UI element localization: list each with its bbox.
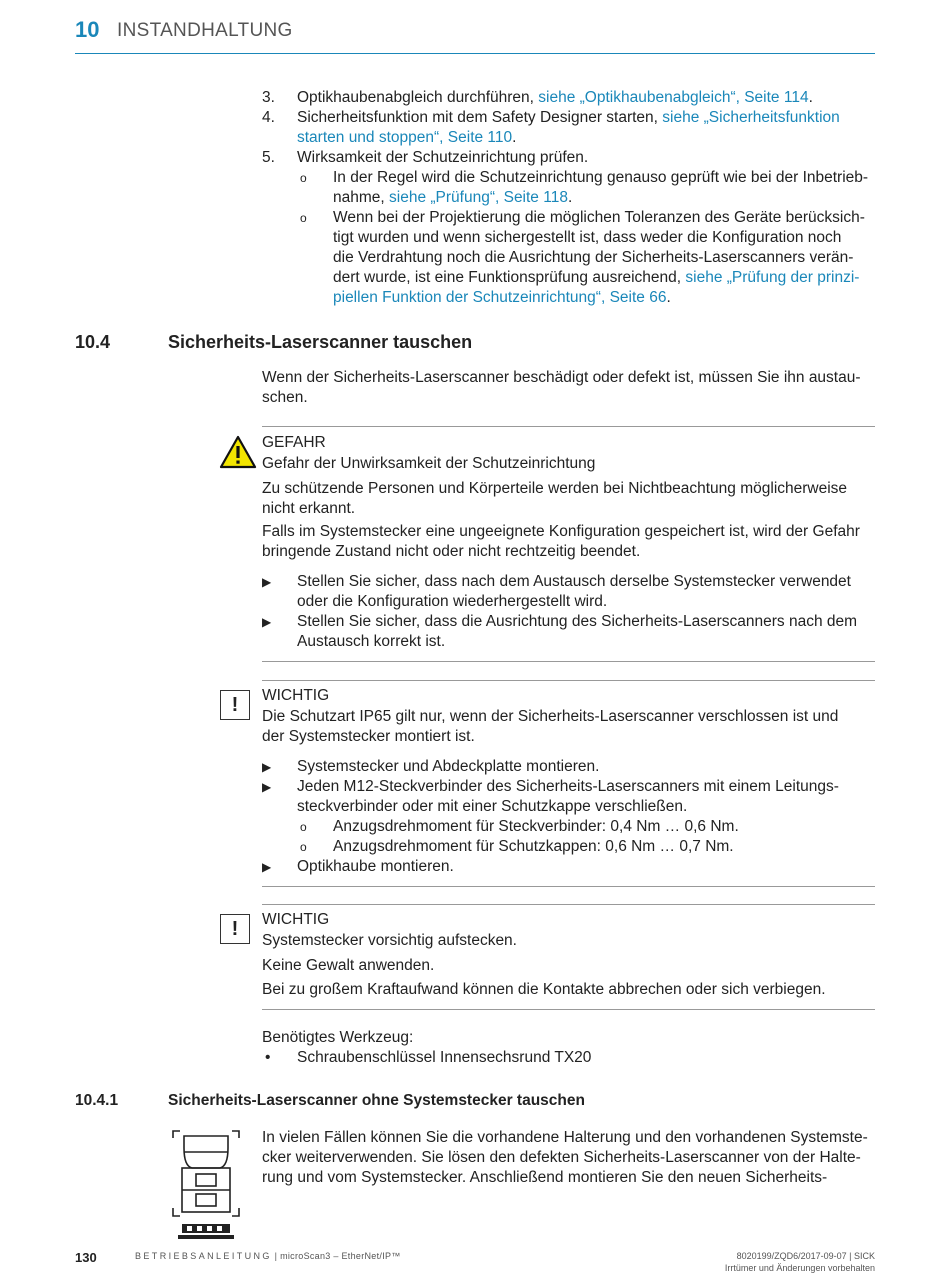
paragraph-text: rung und vom Systemstecker. Anschließend montieren Sie den neuen Sicherheits- (262, 1169, 828, 1186)
note1-action-2 (262, 777, 877, 817)
step5-subitem-2 (298, 208, 878, 308)
punctuation: . (512, 129, 517, 146)
danger-bottom-rule (262, 661, 875, 662)
step-5 (262, 148, 877, 168)
arrow-icon: ▶ (262, 860, 272, 874)
note1-bottom-rule (262, 886, 875, 887)
action-text: Jeden M12-Steckverbinder des Sicherheits-Laserscanners mit einem Leitungs- (297, 778, 839, 795)
step-4 (262, 108, 877, 148)
footer-doc-product: | microScan3 – EtherNet/IP™ (271, 1251, 401, 1261)
paragraph-text: cker weiterverwenden. Sie lösen den defekten Sicherheits-Laserscanner von der Halte- (262, 1149, 861, 1166)
note1-subitem-2 (298, 837, 878, 857)
chapter-title: INSTANDHALTUNG (117, 20, 293, 41)
header-divider (75, 53, 875, 54)
subitem-text: die Verdrahtung noch die Ausrichtung der Sicherheits-Laserscanners verän- (333, 249, 854, 266)
warning-triangle-icon (219, 435, 257, 469)
action-text: Austausch korrekt ist. (297, 633, 446, 650)
danger-text: Falls im Systemstecker eine ungeeignete Konfiguration gespeichert ist, wird der Gefahr (262, 523, 860, 540)
danger-subtitle: Gefahr der Unwirksamkeit der Schutzeinrichtung (262, 455, 596, 472)
note2-label: WICHTIG (262, 911, 330, 928)
page-number: 130 (75, 1250, 97, 1265)
action-text: Optikhaube montieren. (297, 858, 454, 875)
danger-action-1 (262, 572, 877, 612)
note-text: der Systemstecker montiert ist. (262, 728, 475, 745)
action-text: oder die Konfiguration wiederhergestellt wird. (297, 593, 608, 610)
punctuation: . (567, 189, 573, 206)
arrow-icon: ▶ (262, 615, 272, 629)
footer-document (135, 1250, 401, 1262)
danger-text: bringende Zustand nicht oder nicht rechtzeitig beendet. (262, 543, 641, 560)
arrow-icon: ▶ (262, 575, 272, 589)
note-text: Die Schutzart IP65 gilt nur, wenn der Sicherheits-Laserscanner verschlossen ist und (262, 708, 839, 725)
circle-bullet: o (300, 211, 307, 225)
danger-text: nicht erkannt. (262, 500, 356, 517)
note2-line-1: Systemstecker vorsichtig aufstecken. (262, 932, 517, 949)
chapter-number: 10 (75, 17, 100, 42)
footer-doc-id: 8020199/ZQD6/2017-09-07 | SICK (736, 1251, 875, 1261)
subitem-text: Anzugsdrehmoment für Schutzkappen: 0,6 Nm … 0,7 Nm. (333, 838, 734, 855)
step-number: 4. (262, 109, 275, 126)
paragraph-text: In vielen Fällen können Sie die vorhandene Halterung und den vorhandenen Systemste- (262, 1129, 868, 1146)
link-pruefung-funktion-cont[interactable]: piellen Funktion der Schutzeinrichtung“, Seite 66 (333, 289, 667, 306)
footer-right (725, 1250, 875, 1274)
circle-bullet: o (300, 820, 307, 834)
link-sicherheitsfunktion[interactable]: siehe „Sicherheitsfunktion (662, 109, 840, 126)
punctuation: . (666, 289, 671, 306)
subitem-text: Anzugsdrehmoment für Steckverbinder: 0,4 Nm … 0,6 Nm. (333, 818, 739, 835)
circle-bullet: o (300, 840, 307, 854)
action-text: steckverbinder oder mit einer Schutzkappe verschließen. (297, 798, 688, 815)
subitem-text: nahme, (333, 189, 390, 206)
bullet: • (265, 1049, 271, 1066)
step-number: 3. (262, 89, 275, 106)
action-text: Systemstecker und Abdeckplatte montieren. (297, 758, 600, 775)
laserscanner-icon (170, 1128, 242, 1244)
step-text: Sicherheitsfunktion mit dem Safety Designer starten, (297, 109, 663, 126)
section-intro (262, 368, 877, 408)
note1-top-rule (262, 680, 875, 681)
section-number: 10.4 (75, 332, 111, 352)
danger-paragraph-1 (262, 479, 877, 519)
link-optikhaubenabgleich[interactable]: siehe „Optikhaubenabgleich“, Seite 114 (538, 89, 809, 106)
subitem-text: In der Regel wird die Schutzeinrichtung genauso geprüft wie bei der Inbetrieb- (333, 169, 869, 186)
step-3 (262, 88, 877, 108)
tools-label: Benötigtes Werkzeug: (262, 1029, 414, 1046)
danger-text: Zu schützende Personen und Körperteile werden bei Nichtbeachtung möglicherweise (262, 480, 848, 497)
punctuation: . (808, 89, 813, 106)
intro-text: schen. (262, 389, 308, 406)
note2-top-rule (262, 904, 875, 905)
step-text: Optikhaubenabgleich durchführen, (297, 89, 539, 106)
tools-item (262, 1048, 877, 1068)
footer-disclaimer: Irrtümer und Änderungen vorbehalten (724, 1263, 875, 1273)
subitem-text: tigt wurden und wenn sichergestellt ist, dass weder die Konfiguration noch (333, 229, 842, 246)
danger-top-rule (262, 426, 875, 427)
subitem-text: dert wurde, ist eine Funktionsprüfung ausreichend, (333, 269, 686, 286)
important-icon: ! (220, 690, 250, 720)
action-text: Stellen Sie sicher, dass nach dem Austausch derselbe Systemstecker verwendet (297, 573, 851, 590)
intro-text: Wenn der Sicherheits-Laserscanner beschädigt oder defekt ist, müssen Sie ihn austau- (262, 369, 861, 386)
note1-action-3 (262, 857, 877, 877)
footer-doc-type: BETRIEBSANLEITUNG (135, 1251, 272, 1261)
important-icon: ! (220, 914, 250, 944)
arrow-icon: ▶ (262, 780, 272, 794)
note2-bottom-rule (262, 1009, 875, 1010)
step-text: Wirksamkeit der Schutzeinrichtung prüfen. (297, 149, 589, 166)
danger-paragraph-2 (262, 522, 877, 562)
note1-action-1 (262, 757, 877, 777)
subitem-text: Wenn bei der Projektierung die möglichen Toleranzen des Geräte berücksich- (333, 209, 865, 226)
link-pruefung[interactable]: siehe „Prüfung“, Seite 118 (389, 189, 568, 206)
subsection-paragraph (262, 1128, 877, 1188)
note1-label: WICHTIG (262, 687, 330, 704)
step5-subitem-1 (298, 168, 878, 208)
note2-line-3: Bei zu großem Kraftaufwand können die Kontakte abbrechen oder sich verbiegen. (262, 981, 826, 998)
step-number: 5. (262, 149, 275, 166)
danger-action-2 (262, 612, 877, 652)
arrow-icon: ▶ (262, 760, 272, 774)
section-title: Sicherheits-Laserscanner tauschen (168, 332, 473, 352)
note1-text (262, 707, 877, 747)
tool-text: Schraubenschlüssel Innensechsrund TX20 (297, 1049, 592, 1066)
link-pruefung-funktion[interactable]: siehe „Prüfung der prinzi- (685, 269, 860, 286)
link-sicherheitsfunktion-cont[interactable]: starten und stoppen“, Seite 110 (297, 129, 513, 146)
note1-subitem-1 (298, 817, 878, 837)
note2-line-2: Keine Gewalt anwenden. (262, 957, 435, 974)
circle-bullet: o (300, 171, 307, 185)
subsection-title: Sicherheits-Laserscanner ohne Systemstecker tauschen (168, 1092, 585, 1109)
subsection-number: 10.4.1 (75, 1092, 119, 1109)
danger-label: GEFAHR (262, 434, 326, 451)
action-text: Stellen Sie sicher, dass die Ausrichtung des Sicherheits-Laserscanners nach dem (297, 613, 858, 630)
